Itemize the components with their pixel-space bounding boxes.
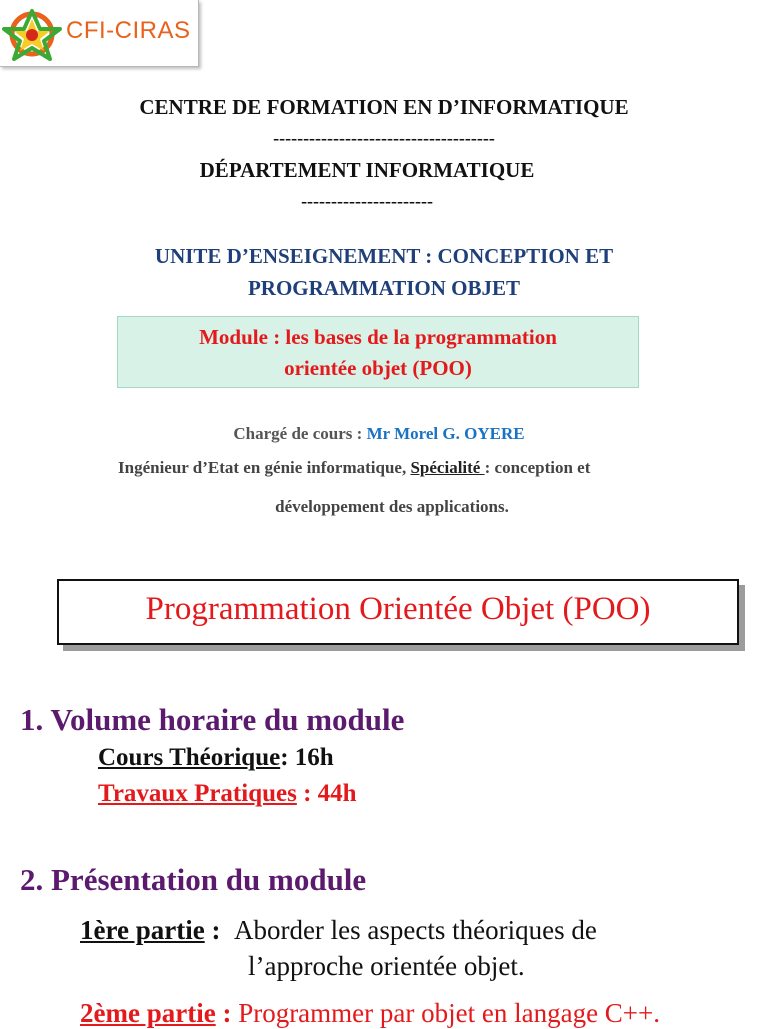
- module-title: [118, 322, 638, 384]
- teaching-unit-title: [0, 240, 768, 304]
- separator-line: ----------------------: [301, 191, 433, 211]
- part2-separator: :: [215, 998, 239, 1028]
- section-heading-presentation: 2. Présentation du module: [20, 862, 367, 897]
- main-title-box: [57, 579, 739, 645]
- logo-text: CFI-CIRAS: [66, 17, 191, 44]
- part1-text: Aborder les aspects théoriques de: [233, 915, 597, 945]
- cfi-ciras-logo: [0, 0, 199, 67]
- cours-label: Cours Théorique: [98, 744, 281, 771]
- part1-text-line2: l’approche orientée objet.: [248, 951, 525, 981]
- instructor-title: [118, 458, 590, 478]
- separator-line: -------------------------------------: [273, 128, 495, 148]
- specialty-value: : conception et: [484, 458, 591, 477]
- part2-label: 2ème partie: [80, 998, 216, 1028]
- part2-line: [80, 998, 660, 1029]
- instructor-label: Chargé de cours :: [233, 424, 367, 443]
- institution-title: CENTRE DE FORMATION EN D’INFORMATIQUE: [139, 95, 629, 119]
- tp-value: : 44h: [296, 780, 357, 807]
- part1-separator: :: [204, 915, 234, 945]
- logo-emblem-icon: [2, 5, 62, 61]
- part1-line: [80, 915, 597, 946]
- module-title-line2: orientée objet (POO): [284, 356, 472, 380]
- cours-theorique-line: [98, 744, 334, 772]
- specialty-label: Spécialité: [410, 458, 485, 477]
- travaux-pratiques-line: [98, 780, 357, 808]
- teaching-unit-line1: UNITE D’ENSEIGNEMENT : CONCEPTION ET: [154, 244, 614, 268]
- cours-value: : 16h: [280, 744, 334, 771]
- part1-label: 1ère partie: [80, 915, 205, 945]
- department-title: DÉPARTEMENT INFORMATIQUE: [199, 158, 535, 182]
- section-heading-volume: 1. Volume horaire du module: [20, 702, 405, 737]
- main-title: Programmation Orientée Objet (POO): [145, 591, 651, 627]
- part2-text: Programmer par objet en langage C++.: [238, 998, 661, 1028]
- instructor-title-prefix: Ingénieur d’Etat en génie informatique,: [118, 458, 411, 477]
- instructor-line: [0, 424, 763, 444]
- teaching-unit-line2: PROGRAMMATION OBJET: [247, 276, 521, 300]
- tp-label: Travaux Pratiques: [98, 780, 297, 807]
- instructor-title-line2: développement des applications.: [275, 497, 509, 516]
- module-box: [117, 316, 639, 388]
- instructor-name: Mr Morel G. OYERE: [366, 424, 525, 443]
- module-title-line1: Module : les bases de la programmation: [199, 325, 557, 349]
